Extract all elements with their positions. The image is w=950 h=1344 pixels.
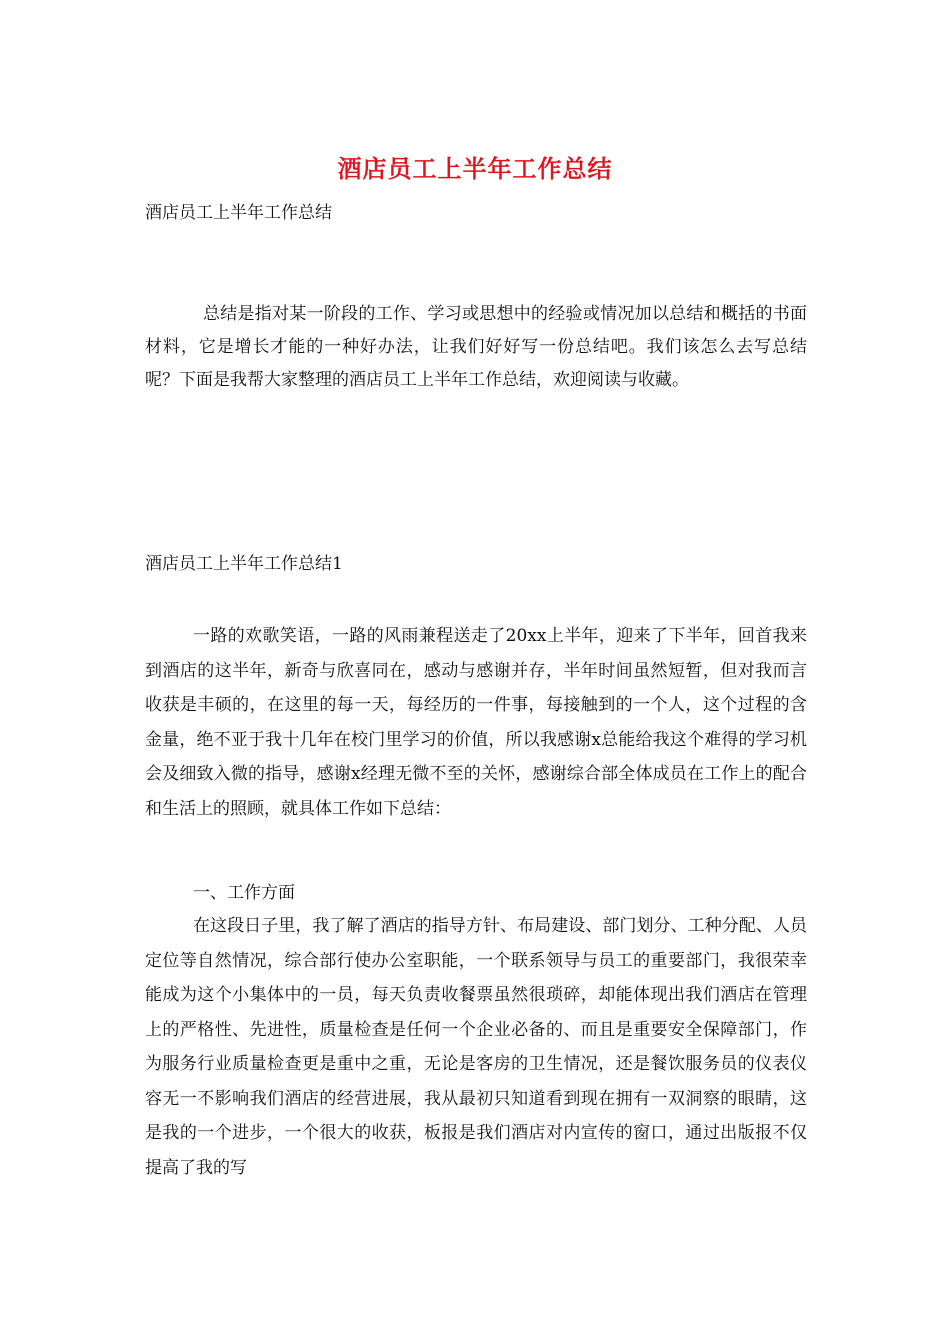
body-paragraph-2: 在这段日子里，我了解了酒店的指导方针、布局建设、部门划分、工种分配、人员定位等自然情况，综合部行使办公室职能，一个联系领导与员工的重要部门，我很荣幸能成为这个小集体中的一员，每天负责收餐票虽然很琐碎，却能体现出我们酒店在管理上的严格性、先进性，质量检查是任何一个企业必备的、而且是重要安全保障部门，作为服务行业质量检查更是重中之重，无论是客房的卫生情况，还是餐饮服务员的仪表仪容无一不影响我们酒店的经营进展，我从最初只知道看到现在拥有一双洞察的眼睛，这是我的一个进步，一个很大的收获，板报是我们酒店对内宣传的窗口，通过出版报不仅提高了我的写 (145, 916, 807, 1178)
body-paragraph-1: 一路的欢歌笑语，一路的风雨兼程送走了20xx上半年，迎来了下半年，回首我来到酒店的这半年，新奇与欣喜同在，感动与感谢并存，半年时间虽然短暂，但对我而言收获是丰硕的，在这里的每一天，每经历的一件事，每接触到的一个人，这个过程的含金量，绝不亚于我十几年在校门里学习的价值，所以我感谢x总能给我这个难得的学习机会及细致入微的指导，感谢x经理无微不至的关怀，感谢综合部全体成员在工作上的配合和生活上的照顾，就具体工作如下总结： (145, 626, 807, 819)
intro-paragraph: 总结是指对某一阶段的工作、学习或思想中的经验或情况加以总结和概括的书面材料，它是增长才能的一种好办法，让我们好好写一份总结吧。我们该怎么去写总结呢？下面是我帮大家整理的酒店员工上半年工作总结，欢迎阅读与收藏。 (145, 304, 807, 390)
document-title: 酒店员工上半年工作总结 (337, 154, 613, 183)
section-heading: 酒店员工上半年工作总结1 (145, 554, 343, 574)
document-subtitle: 酒店员工上半年工作总结 (145, 203, 332, 223)
subheading-work: 一、工作方面 (193, 883, 295, 903)
